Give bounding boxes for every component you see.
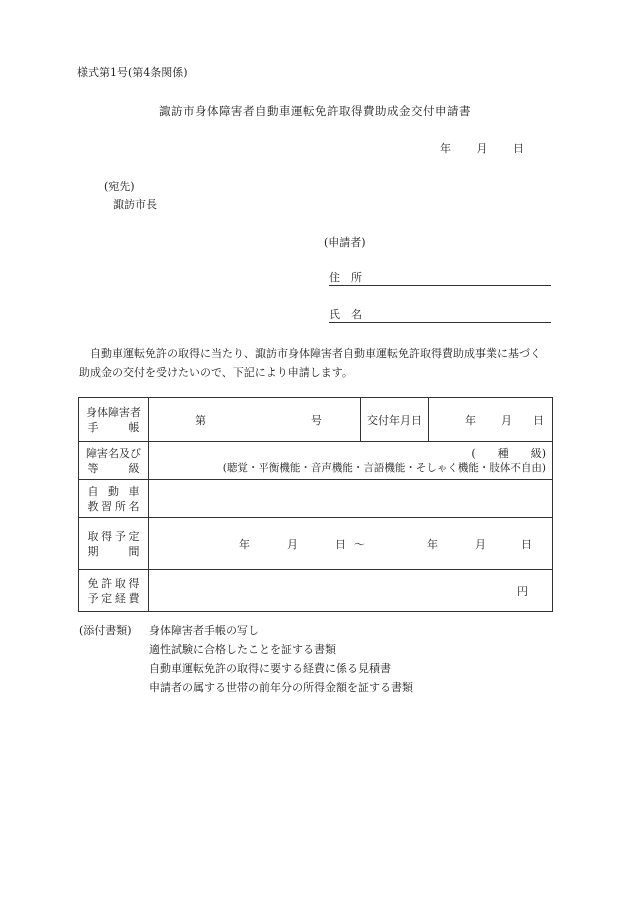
applicant-label: (申請者) [324,236,366,249]
row-label-disability: 障害名及び 等級 [79,442,149,480]
disability-grade: ( 種 級) [471,446,546,460]
row-label-handbook: 身体障害者 手帳 [79,398,149,442]
table-row [79,570,553,612]
table-row [79,480,553,518]
row-label-cost: 免許取得 予定経費 [79,570,149,612]
estimated-cost-field[interactable] [149,570,553,612]
number-prefix: 第 [195,413,206,427]
date-year: 年 [440,142,451,155]
application-date [440,140,524,156]
issue-date-label: 交付年月日 [361,398,429,442]
row-label-driving-school: 自動車 教習所名 [79,480,149,518]
attachment-item: 自動車運転免許の取得に要する経費に係る見積書 [149,662,391,675]
application-table [78,397,553,612]
attachments-label: (添付書類) [79,624,132,637]
application-statement: 自動車運転免許の取得に当たり、諏訪市身体障害者自動車運転免許取得費助成事業に基づく助成金の交付を受けたいので、下記により申請します。 [79,347,541,379]
table-row [79,518,553,570]
attachment-item: 申請者の属する世帯の前年分の所得金額を証する書類 [149,681,413,694]
row-label-period: 取得予定 期間 [79,518,149,570]
applicant-address-field[interactable] [329,267,551,286]
number-suffix: 号 [311,413,322,427]
attachment-item: 適性試験に合格したことを証する書類 [149,643,336,656]
disability-types: (聴覚・平衡機能・音声機能・言語機能・そしゃく機能・肢体不自由) [222,461,546,474]
table-row [79,442,553,480]
driving-school-field[interactable] [149,480,553,518]
date-day: 日 [513,142,524,155]
acquisition-period-field[interactable]: 年 月 日 ～ 年 月 日 [149,518,553,570]
applicant-name-field[interactable] [329,304,551,323]
form-number: 様式第1号(第4条関係) [77,66,188,79]
table-row [79,398,553,442]
issue-date-field[interactable]: 年 月 日 [429,398,553,442]
document-title: 諏訪市身体障害者自動車運転免許取得費助成金交付申請書 [159,104,471,118]
yen-unit: 円 [517,584,528,598]
attachment-item: 身体障害者手帳の写し [149,624,259,637]
date-month: 月 [476,142,488,155]
handbook-number-field[interactable] [149,398,361,442]
disability-field[interactable] [149,442,553,480]
range-separator: ～ [354,537,365,551]
addressee-label: (宛先) [104,180,135,193]
addressee-name: 諏訪市長 [113,198,157,211]
name-label: 氏 名 [329,308,362,321]
address-label: 住 所 [329,271,362,284]
